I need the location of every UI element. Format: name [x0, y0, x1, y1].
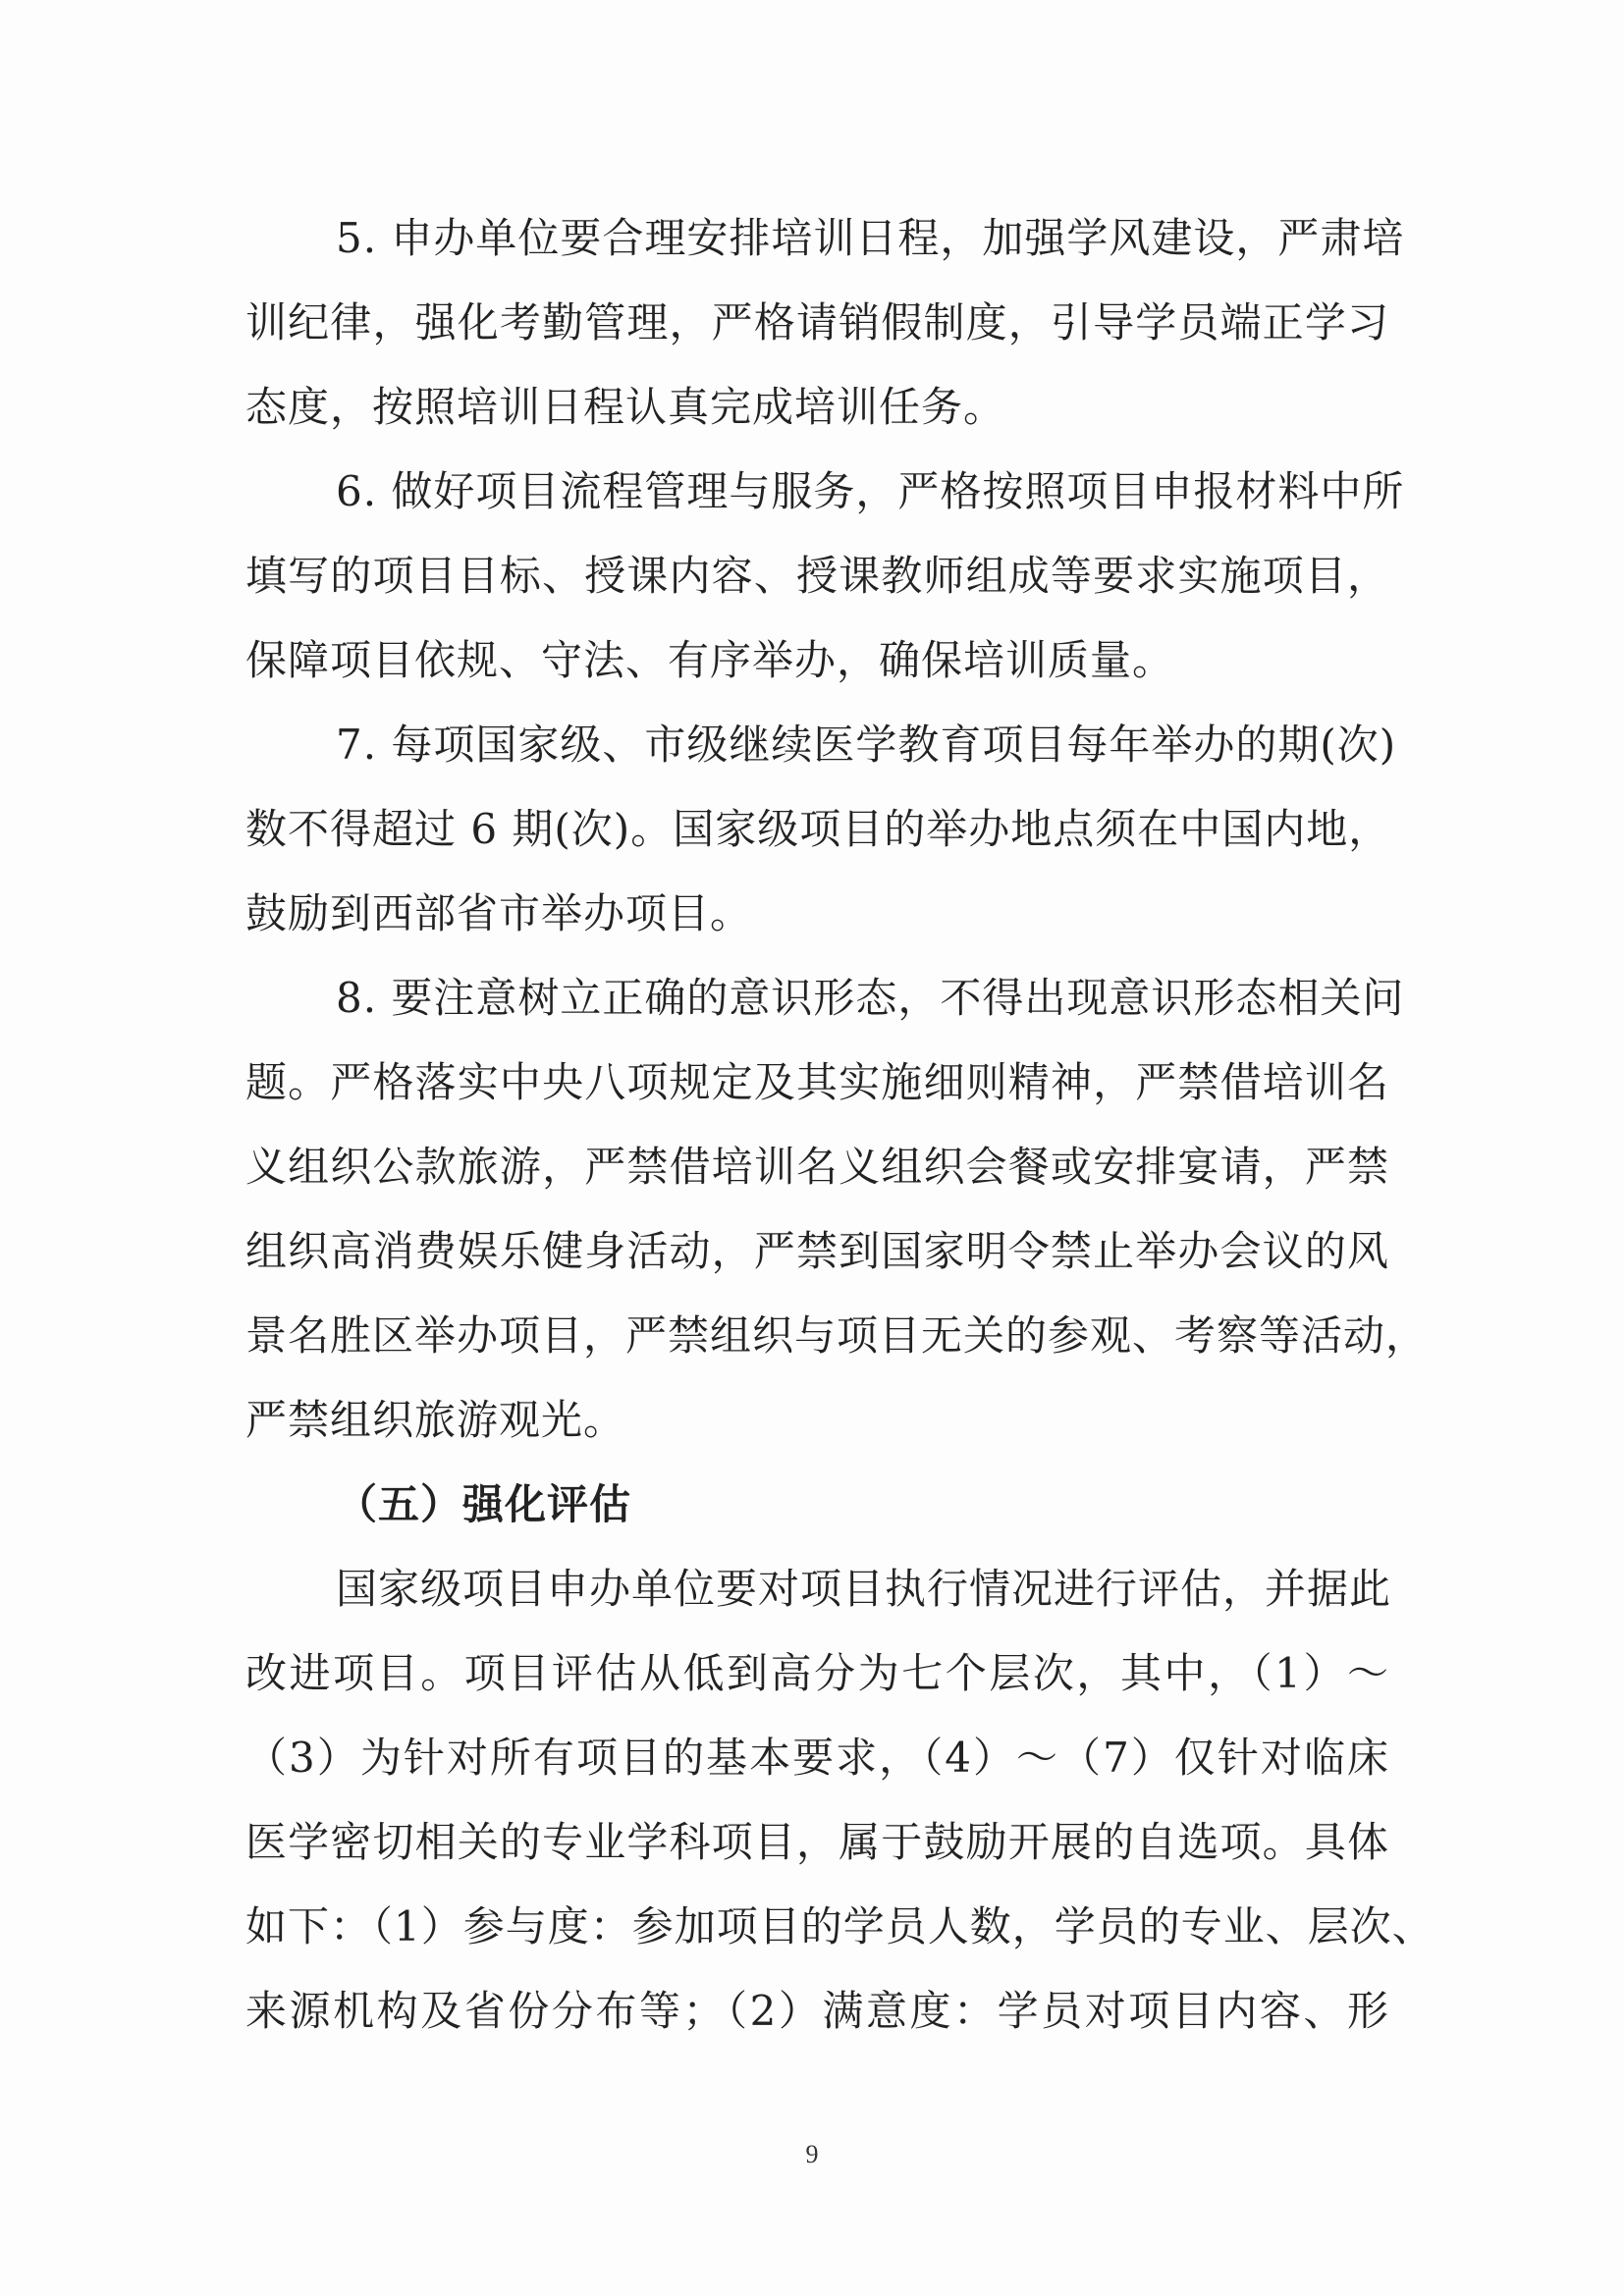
text-line: 题。严格落实中央八项规定及其实施细则精神，严禁借培训名: [245, 1058, 1389, 1106]
text-line: 来源机构及省份分布等；（2）满意度：学员对项目内容、形: [245, 1987, 1389, 2035]
text-line: 5. 申办单位要合理安排培训日程，加强学风建设，严肃培: [336, 214, 1405, 262]
text-line: 义组织公款旅游，严禁借培训名义组织会餐或安排宴请，严禁: [245, 1143, 1389, 1191]
text-line: 7. 每项国家级、市级继续医学教育项目每年举办的期(次): [336, 721, 1397, 769]
text-line: 态度，按照培训日程认真完成培训任务。: [245, 383, 1006, 431]
text-line: 6. 做好项目流程管理与服务，严格按照项目申报材料中所: [336, 467, 1405, 515]
text-line: 8. 要注意树立正确的意识形态，不得出现意识形态相关问: [336, 974, 1405, 1022]
text-line: 如下：（1）参与度：参加项目的学员人数，学员的专业、层次、: [245, 1902, 1435, 1950]
text-line: （3）为针对所有项目的基本要求，（4）～（7）仅针对临床: [245, 1734, 1389, 1782]
section-heading: （五）强化评估: [336, 1480, 632, 1528]
text-line: 医学密切相关的专业学科项目，属于鼓励开展的自选项。具体: [245, 1818, 1389, 1866]
text-line: 改进项目。项目评估从低到高分为七个层次，其中，（1）～: [245, 1649, 1389, 1697]
text-line: 训纪律，强化考勤管理，严格请销假制度，引导学员端正学习: [245, 298, 1389, 347]
text-line: 鼓励到西部省市举办项目。: [245, 889, 753, 937]
body-text: [245, 196, 1435, 2054]
page-number: 9: [805, 2140, 819, 2168]
text-line: 国家级项目申办单位要对项目执行情况进行评估，并据此: [336, 1565, 1392, 1613]
text-line: 填写的项目目标、授课内容、授课教师组成等要求实施项目，: [245, 552, 1389, 600]
text-line: 景名胜区举办项目，严禁组织与项目无关的参观、考察等活动，: [245, 1311, 1429, 1360]
text-line: 保障项目依规、守法、有序举办，确保培训质量。: [245, 636, 1175, 684]
text-line: 严禁组织旅游观光。: [245, 1396, 626, 1444]
text-line: 数不得超过 6 期(次)。国家级项目的举办地点须在中国内地，: [245, 805, 1391, 853]
text-line: 组织高消费娱乐健身活动，严禁到国家明令禁止举办会议的风: [245, 1227, 1389, 1275]
